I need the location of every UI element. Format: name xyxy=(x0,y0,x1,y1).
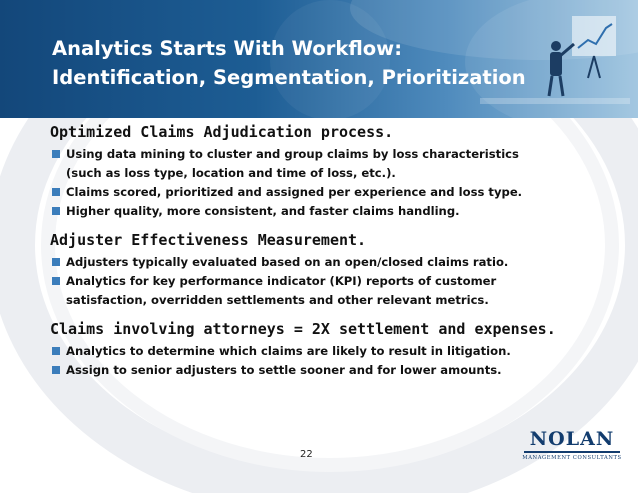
square-bullet-icon xyxy=(52,347,60,355)
section-adjuster-effectiveness xyxy=(50,228,620,310)
bullet-text: Analytics for key performance indicator (KPI) reports of customer satisfaction, overridden settlements and other relevant metrics. xyxy=(66,274,497,307)
slide-title-line-1: Analytics Starts With Workflow: xyxy=(52,37,402,60)
section-heading: Optimized Claims Adjudication process. xyxy=(50,123,394,141)
section-attorney-claims xyxy=(50,317,620,380)
square-bullet-icon xyxy=(52,258,60,266)
slide-title xyxy=(52,34,526,92)
logo-tagline: MANAGEMENT CONSULTANTS xyxy=(522,455,622,461)
page-number: 22 xyxy=(300,449,313,460)
square-bullet-icon xyxy=(52,207,60,215)
square-bullet-icon xyxy=(52,188,60,196)
company-logo xyxy=(522,428,622,461)
bullet-item xyxy=(50,253,620,272)
bullet-list xyxy=(50,253,620,310)
bullet-text: Claims scored, prioritized and assigned per experience and loss type. xyxy=(66,185,523,199)
logo-divider xyxy=(524,451,620,453)
bullet-text: Analytics to determine which claims are likely to result in litigation. xyxy=(66,344,511,358)
bullet-list xyxy=(50,145,620,221)
bullet-item xyxy=(50,183,620,202)
slide-title-line-2: Identification, Segmentation, Prioritization xyxy=(52,66,526,89)
section-claims-adjudication xyxy=(50,120,620,221)
bullet-list xyxy=(50,342,620,380)
title-banner xyxy=(0,0,638,118)
bullet-item xyxy=(50,272,620,310)
square-bullet-icon xyxy=(52,150,60,158)
bullet-item xyxy=(50,145,620,183)
logo-name: NOLAN xyxy=(529,428,615,450)
square-bullet-icon xyxy=(52,277,60,285)
square-bullet-icon xyxy=(52,366,60,374)
section-heading: Claims involving attorneys = 2X settlement and expenses. xyxy=(50,320,556,338)
bullet-text: Using data mining to cluster and group claims by loss characteristics (such as loss type, location and time of loss, etc.). xyxy=(66,147,519,180)
bullet-text: Adjusters typically evaluated based on an open/closed claims ratio. xyxy=(66,255,509,269)
bullet-item xyxy=(50,202,620,221)
section-heading: Adjuster Effectiveness Measurement. xyxy=(50,231,367,249)
bullet-text: Higher quality, more consistent, and faster claims handling. xyxy=(66,204,460,218)
bullet-item xyxy=(50,361,620,380)
bullet-item xyxy=(50,342,620,361)
bullet-text: Assign to senior adjusters to settle sooner and for lower amounts. xyxy=(66,363,502,377)
slide-content xyxy=(50,120,620,387)
